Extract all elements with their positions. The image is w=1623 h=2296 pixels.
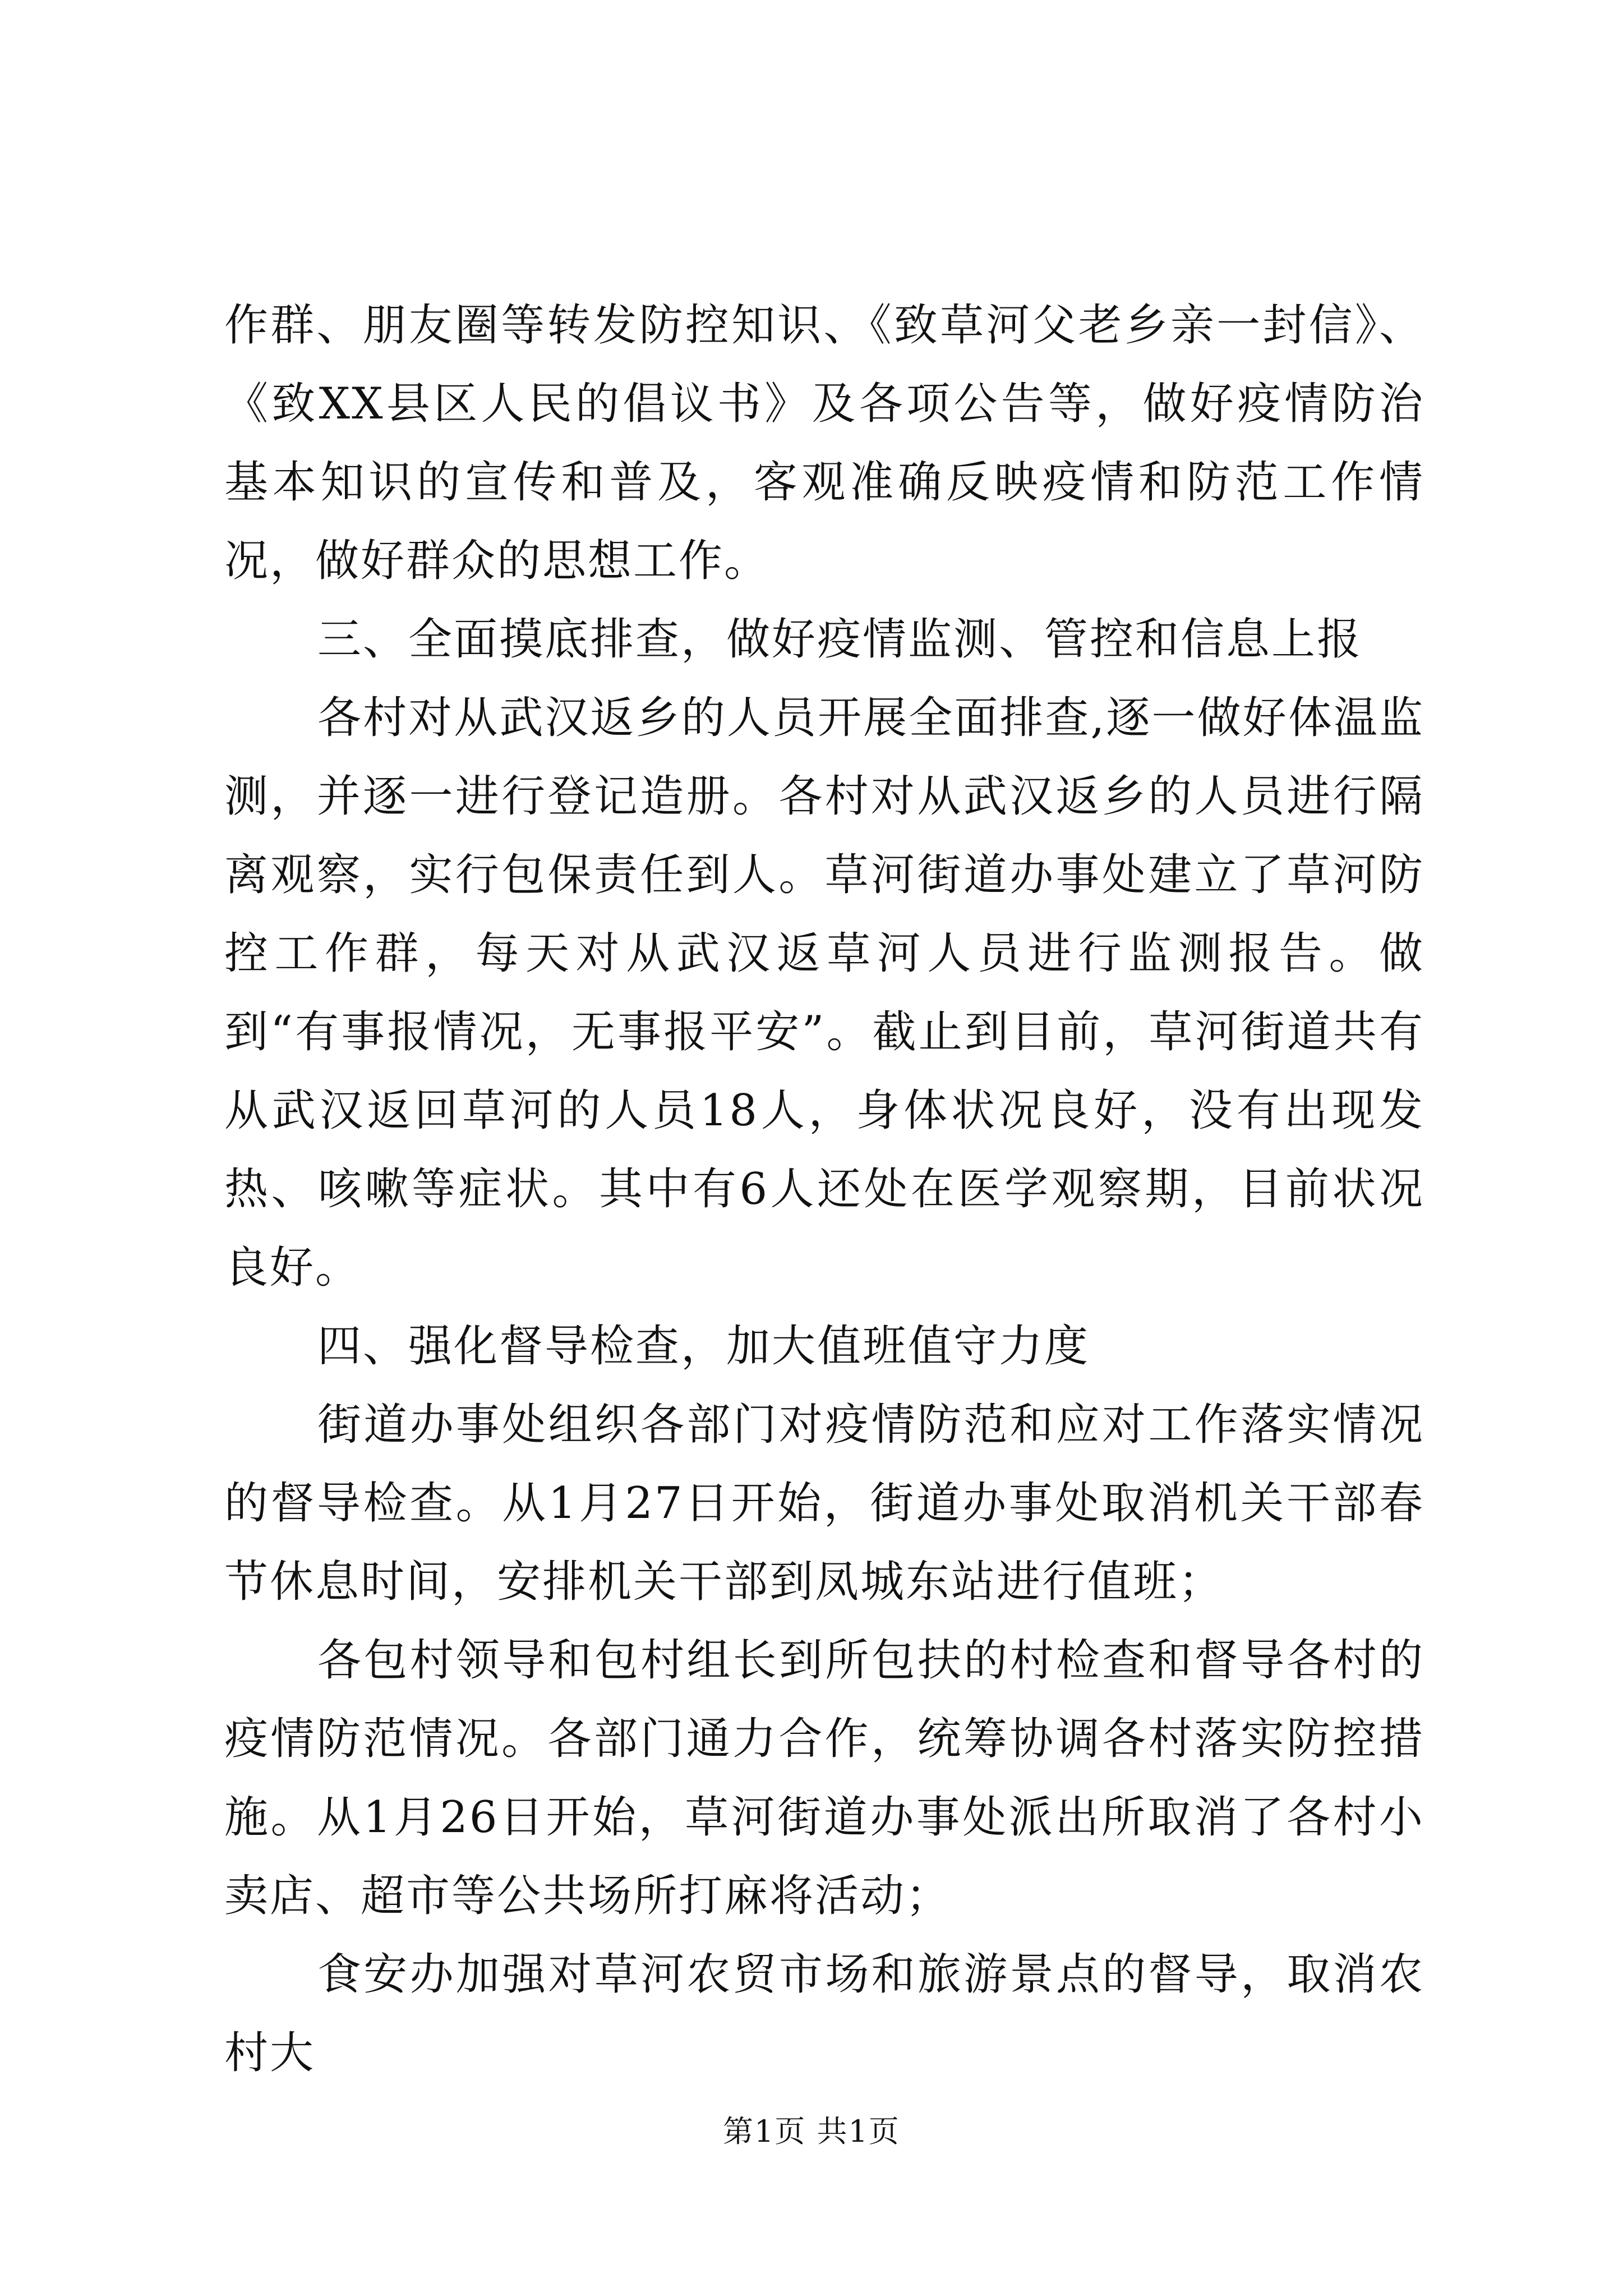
- section-heading-3: 三、全面摸底排查，做好疫情监测、管控和信息上报: [317, 614, 1363, 665]
- paragraph-continuation: 作群、朋友圈等转发防控知识、《致草河父老乡亲一封信》、《致XX县区人民的倡议书》及各项公告等，做好疫情防治基本知识的宣传和普及，客观准确反映疫情和防范工作情况，做好群众的思想工作。: [224, 300, 1424, 586]
- paragraph: 各村对从武汉返乡的人员开展全面排查,逐一做好体温监测，并逐一进行登记造册。各村对从武汉返乡的人员进行隔离观察，实行包保责任到人。草河街道办事处建立了草河防控工作群，每天对从武汉返草河人员进行监测报告。做到“有事报情况，无事报平安”。截止到目前，草河街道共有从武汉返回草河的人员18人，身体状况良好，没有出现发热、咳嗽等症状。其中有6人还处在医学观察期，目前状况良好。: [224, 693, 1424, 1293]
- section-heading-4: 四、强化督导检查，加大值班值守力度: [317, 1321, 1090, 1372]
- paragraph: 各包村领导和包村组长到所包扶的村检查和督导各村的疫情防范情况。各部门通力合作，统筹协调各村落实防控措施。从1月26日开始，草河街道办事处派出所取消了各村小卖店、超市等公共场所打麻将活动；: [224, 1635, 1424, 1921]
- page-number-footer: 第1页 共1页: [723, 2114, 900, 2149]
- paragraph: 街道办事处组织各部门对疫情防范和应对工作落实情况的督导检查。从1月27日开始，街道办事处取消机关干部春节休息时间，安排机关干部到凤城东站进行值班；: [224, 1400, 1424, 1607]
- paragraph: 食安办加强对草河农贸市场和旅游景点的督导，取消农村大: [224, 1949, 1424, 2078]
- document-body: [224, 286, 1424, 2092]
